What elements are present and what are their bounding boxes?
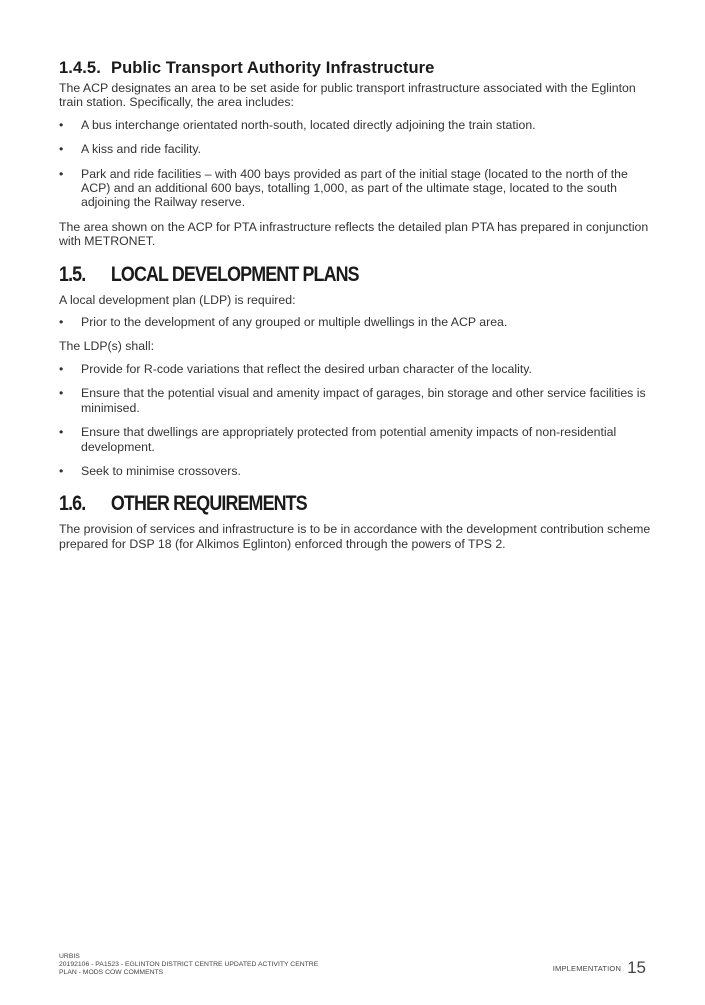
- list-item-text: Seek to minimise crossovers.: [81, 463, 241, 478]
- section-16-body: The provision of services and infrastructure is to be in accordance with the development contribution scheme prepared for DSP 18 (for Alkimos Eglinton) enforced through the powers of TPS 2.: [59, 522, 651, 551]
- footer-company: URBIS: [59, 953, 80, 960]
- list-item: [59, 425, 651, 454]
- footer-section-name: IMPLEMENTATION: [552, 964, 622, 973]
- section-16-title: OTHER REQUIREMENTS: [110, 492, 307, 516]
- page-content: [59, 58, 651, 559]
- bullet-icon: •: [59, 463, 64, 478]
- footer-doc-ref-line2: PLAN - MODS COW COMMENTS: [59, 969, 164, 976]
- page-number: 15: [627, 958, 646, 977]
- section-15-shall-label: The LDP(s) shall:: [59, 339, 154, 354]
- list-item-text: Ensure that the potential visual and amenity impact of garages, bin storage and other service facilities is minimised.: [81, 386, 646, 415]
- bullet-icon: •: [59, 142, 64, 157]
- section-15-shall-list: [59, 362, 651, 478]
- list-item: [59, 142, 651, 156]
- section-16-heading: [59, 492, 562, 516]
- section-145-number: 1.4.5.: [59, 59, 101, 77]
- list-item-text: Ensure that dwellings are appropriately protected from potential amenity impacts of non-residential development.: [81, 425, 617, 454]
- list-item: [59, 386, 651, 415]
- list-item: [59, 464, 651, 478]
- bullet-icon: •: [59, 361, 64, 376]
- list-item: [59, 167, 651, 210]
- list-item-text: Provide for R-code variations that reflect the desired urban character of the locality.: [81, 361, 532, 376]
- section-15-heading: [59, 263, 562, 287]
- list-item: [59, 315, 651, 329]
- bullet-icon: •: [59, 166, 64, 181]
- section-15-number: 1.5.: [59, 262, 86, 286]
- section-145-bullet-list: [59, 118, 651, 210]
- list-item: [59, 118, 651, 132]
- section-145-title: Public Transport Authority Infrastructure: [111, 59, 435, 77]
- footer-doc-reference: [59, 953, 318, 977]
- section-15-title: LOCAL DEVELOPMENT PLANS: [110, 262, 359, 286]
- section-145-closing: The area shown on the ACP for PTA infrastructure reflects the detailed plan PTA has prepared in conjunction with METRONET.: [59, 219, 649, 249]
- list-item-text: A kiss and ride facility.: [81, 142, 202, 157]
- footer-page-info: [553, 958, 646, 978]
- list-item-text: Prior to the development of any grouped or multiple dwellings in the ACP area.: [81, 315, 508, 330]
- list-item-text: Park and ride facilities – with 400 bays provided as part of the initial stage (located to the north of the ACP) and an additional 600 bays, totalling 1,000, as part of the ultimate stage, located to the south adjoining the Railway reserve.: [81, 166, 628, 210]
- section-145-heading: [59, 58, 651, 78]
- bullet-icon: •: [59, 315, 64, 330]
- list-item: [59, 362, 651, 376]
- section-15-required-list: [59, 315, 651, 329]
- section-145-intro: The ACP designates an area to be set aside for public transport infrastructure associated with the Eglinton train station. Specifically, the area includes:: [59, 81, 636, 110]
- section-16-number: 1.6.: [59, 492, 86, 516]
- list-item-text: A bus interchange orientated north-south, located directly adjoining the train station.: [81, 117, 536, 132]
- section-15-intro: A local development plan (LDP) is required:: [59, 292, 296, 307]
- bullet-icon: •: [59, 386, 64, 401]
- footer-doc-ref-line1: 20192106 - PA1523 - EGLINTON DISTRICT CENTRE UPDATED ACTIVITY CENTRE: [59, 961, 319, 968]
- bullet-icon: •: [59, 117, 64, 132]
- bullet-icon: •: [59, 425, 64, 440]
